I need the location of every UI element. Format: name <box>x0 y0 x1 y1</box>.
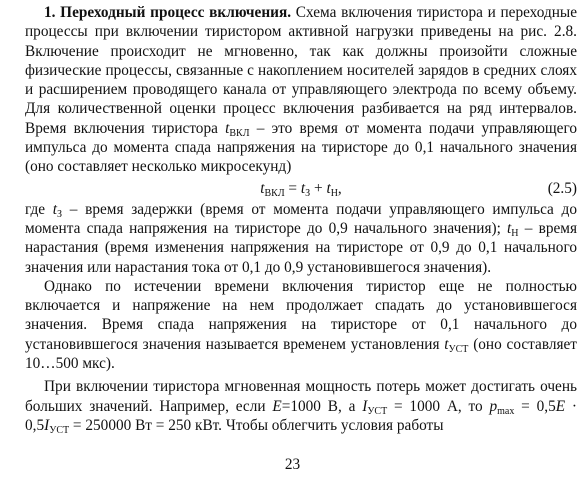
paragraph-turn-on-process <box>25 3 577 177</box>
math-symbol: E <box>272 397 282 415</box>
paragraph-definitions: где $t_З$ – время задержки (время от момента подачи управляющего импульса до момента спада напряжения на тиристоре до 0,9 начального значения); $t_Н$ – время нарастания (время изменения напряжения на тиристоре от 0,9 до 0,1 начального значения или нарастания тока от 0,1 до 0,9 установившегося значения). <box>25 200 577 276</box>
math-symbol: $t_{УСТ}$ <box>444 335 469 355</box>
math-symbol: $t_Н$ <box>507 219 519 239</box>
equation-number: (2.5) <box>547 179 577 197</box>
math-symbol: $p_{max}$ <box>489 397 515 417</box>
paragraph-power-losses: При включении тиристора мгновенная мощность потерь может достигать очень больших значений. Например, если E=1000 В, а $I_{УСТ} = 1000$ А, то $p_{max} = 0,5E \cdot 0,5I_{УСТ} = 250000$ Вт = 250 кВт. Чтобы облегчить условия работы <box>25 378 577 436</box>
text-span: – это время от момента подачи управляющего импульса до момента спада напряжения на тиристоре до 0,1 начального значения (оно составляет несколько микросекунд) <box>25 119 578 176</box>
formula-expression: $t_{ВКЛ} = t_З + t_Н$, <box>260 179 342 199</box>
formula-2-5 <box>25 177 577 200</box>
page-number: 23 <box>284 456 301 473</box>
math-symbol: $t_З$ <box>52 200 63 220</box>
section-title: 1. Переходный процесс включения. <box>44 4 292 21</box>
math-symbol: $I_{УСТ}$ <box>44 416 70 436</box>
math-symbol: $t_{ВКЛ}$ <box>225 119 250 139</box>
text-span: Схема включения тиристора и переходные процессы при включении тиристором активной нагрузки приведены на рис. 2.8. Включение происходит не мгновенно, так как должны произойти сложные физические процессы, связанные с накоплением носителей зарядов в средних слоях и расширением проводящего канала от управляющего электрода по всему объему. Для количественной оценки процесс включения разбивается на ряд интервалов. Время включения тиристора <box>25 4 577 137</box>
paragraph-settling-time: Однако по истечении времени включения тиристор еще не полностью включается и напряжение на нем продолжает спадать до установившегося значения. Время спада напряжения на тиристоре от 0,1 начального до установившегося значения называется временем установления $t_{УСТ}$ (оно составляет 10…500 мкс). <box>25 277 577 373</box>
math-symbol: E <box>555 397 566 415</box>
math-symbol: $I_{УСТ}$ <box>362 397 388 417</box>
